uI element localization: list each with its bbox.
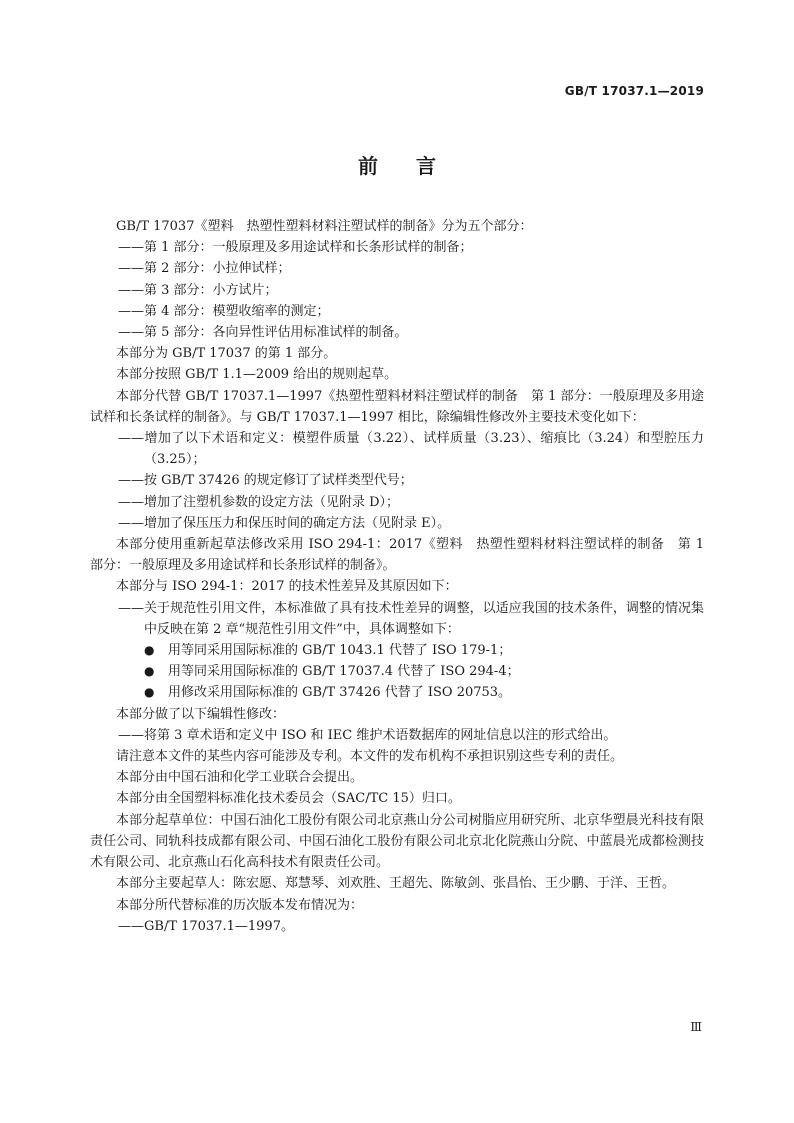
dash-item: ——GB/T 17037.1—1997。: [118, 918, 294, 934]
bullet-icon: ●: [144, 643, 155, 658]
bullet-item: [90, 661, 704, 682]
standard-code: GB/T 17037.1—2019: [564, 84, 704, 98]
dash-item: ——增加了注塑机参数的设定方法（见附录 D）；: [118, 494, 400, 510]
document-body: [90, 216, 704, 937]
dash-item: ——第 2 部分：小拉伸试样；: [118, 261, 291, 277]
dash-item: ——第 5 部分：各向异性评估用标准试样的制备。: [118, 325, 408, 341]
dash-item: ——增加了保压压力和保压时间的确定方法（见附录 E）。: [118, 515, 451, 531]
bullet-item: [90, 640, 704, 661]
paragraph: 本部分代替 GB/T 17037.1—1997《热塑性塑料材料注塑试样的制备 第 1 部分：一般原理及多用途试样和长条试样的制备》。与 GB/T 17037.1—1997 相比，除编辑性修改外主要技术变化如下：: [90, 388, 704, 425]
paragraph: 本部分做了以下编辑性修改：: [116, 706, 286, 722]
paragraph: 本部分与 ISO 294-1：2017 的技术性差异及其原因如下：: [116, 579, 458, 595]
paragraph: 请注意本文件的某些内容可能涉及专利。本文件的发布机构不承担识别这些专利的责任。: [116, 749, 624, 765]
paragraph: 本部分为 GB/T 17037 的第 1 部分。: [116, 346, 337, 362]
page-number: Ⅲ: [690, 1020, 702, 1034]
bullet-icon: ●: [144, 685, 155, 700]
dash-item: ——将第 3 章术语和定义中 ISO 和 IEC 维护术语数据库的网址信息以注的形式给出。: [118, 727, 617, 743]
bullet-text: 用等同采用国际标准的 GB/T 1043.1 代替了 ISO 179-1；: [168, 643, 512, 659]
dash-item: ——关于规范性引用文件，本标准做了具有技术性差异的调整，以适应我国的技术条件，调整的情况集中反映在第 2 章“规范性引用文件”中，具体调整如下：: [118, 600, 704, 637]
paragraph: GB/T 17037《塑料 热塑性塑料材料注塑试样的制备》分为五个部分：: [116, 219, 533, 234]
paragraph: 本部分由中国石油和化学工业联合会提出。: [116, 770, 364, 786]
paragraph: 本部分起草单位：中国石油化工股份有限公司北京燕山分公司树脂应用研究所、北京华塑晨光科技有限责任公司、同轨科技成都有限公司、中国石油化工股份有限公司北京北化院燕山分院、中蓝晨光成都检测技术有限公司、北京燕山石化高科技术有限责任公司。: [90, 812, 704, 871]
page-title: 前言: [358, 154, 474, 178]
bullet-icon: ●: [144, 664, 155, 679]
dash-item: ——第 4 部分：模塑收缩率的测定；: [118, 303, 330, 319]
dash-item: ——第 1 部分：一般原理及多用途试样和长条形试样的制备；: [118, 240, 473, 256]
dash-item: ——按 GB/T 37426 的规定修订了试样类型代号；: [118, 473, 413, 489]
dash-item: ——第 3 部分：小方试片；: [118, 282, 278, 298]
paragraph: 本部分所代替标准的历次版本发布情况为：: [116, 897, 364, 913]
paragraph: 本部分按照 GB/T 1.1—2009 给出的规则起草。: [116, 367, 398, 383]
paragraph: 本部分主要起草人：陈宏愿、郑慧琴、刘欢胜、王超先、陈敏剑、张昌怡、王少鹏、于洋、王哲。: [116, 876, 676, 892]
paragraph: 本部分由全国塑料标准化技术委员会（SAC/TC 15）归口。: [116, 791, 461, 807]
paragraph: 本部分使用重新起草法修改采用 ISO 294-1：2017《塑料 热塑性塑料材料注塑试样的制备 第 1 部分：一般原理及多用途试样和长条形试样的制备》。: [90, 537, 704, 574]
bullet-text: 用修改采用国际标准的 GB/T 37426 代替了 ISO 20753。: [168, 685, 512, 701]
bullet-text: 用等同采用国际标准的 GB/T 17037.4 代替了 ISO 294-4；: [168, 664, 520, 680]
bullet-item: [90, 682, 704, 703]
dash-item: ——增加了以下术语和定义：模塑件质量（3.22）、试样质量（3.23）、缩痕比（3.24）和型腔压力（3.25）；: [118, 431, 704, 468]
